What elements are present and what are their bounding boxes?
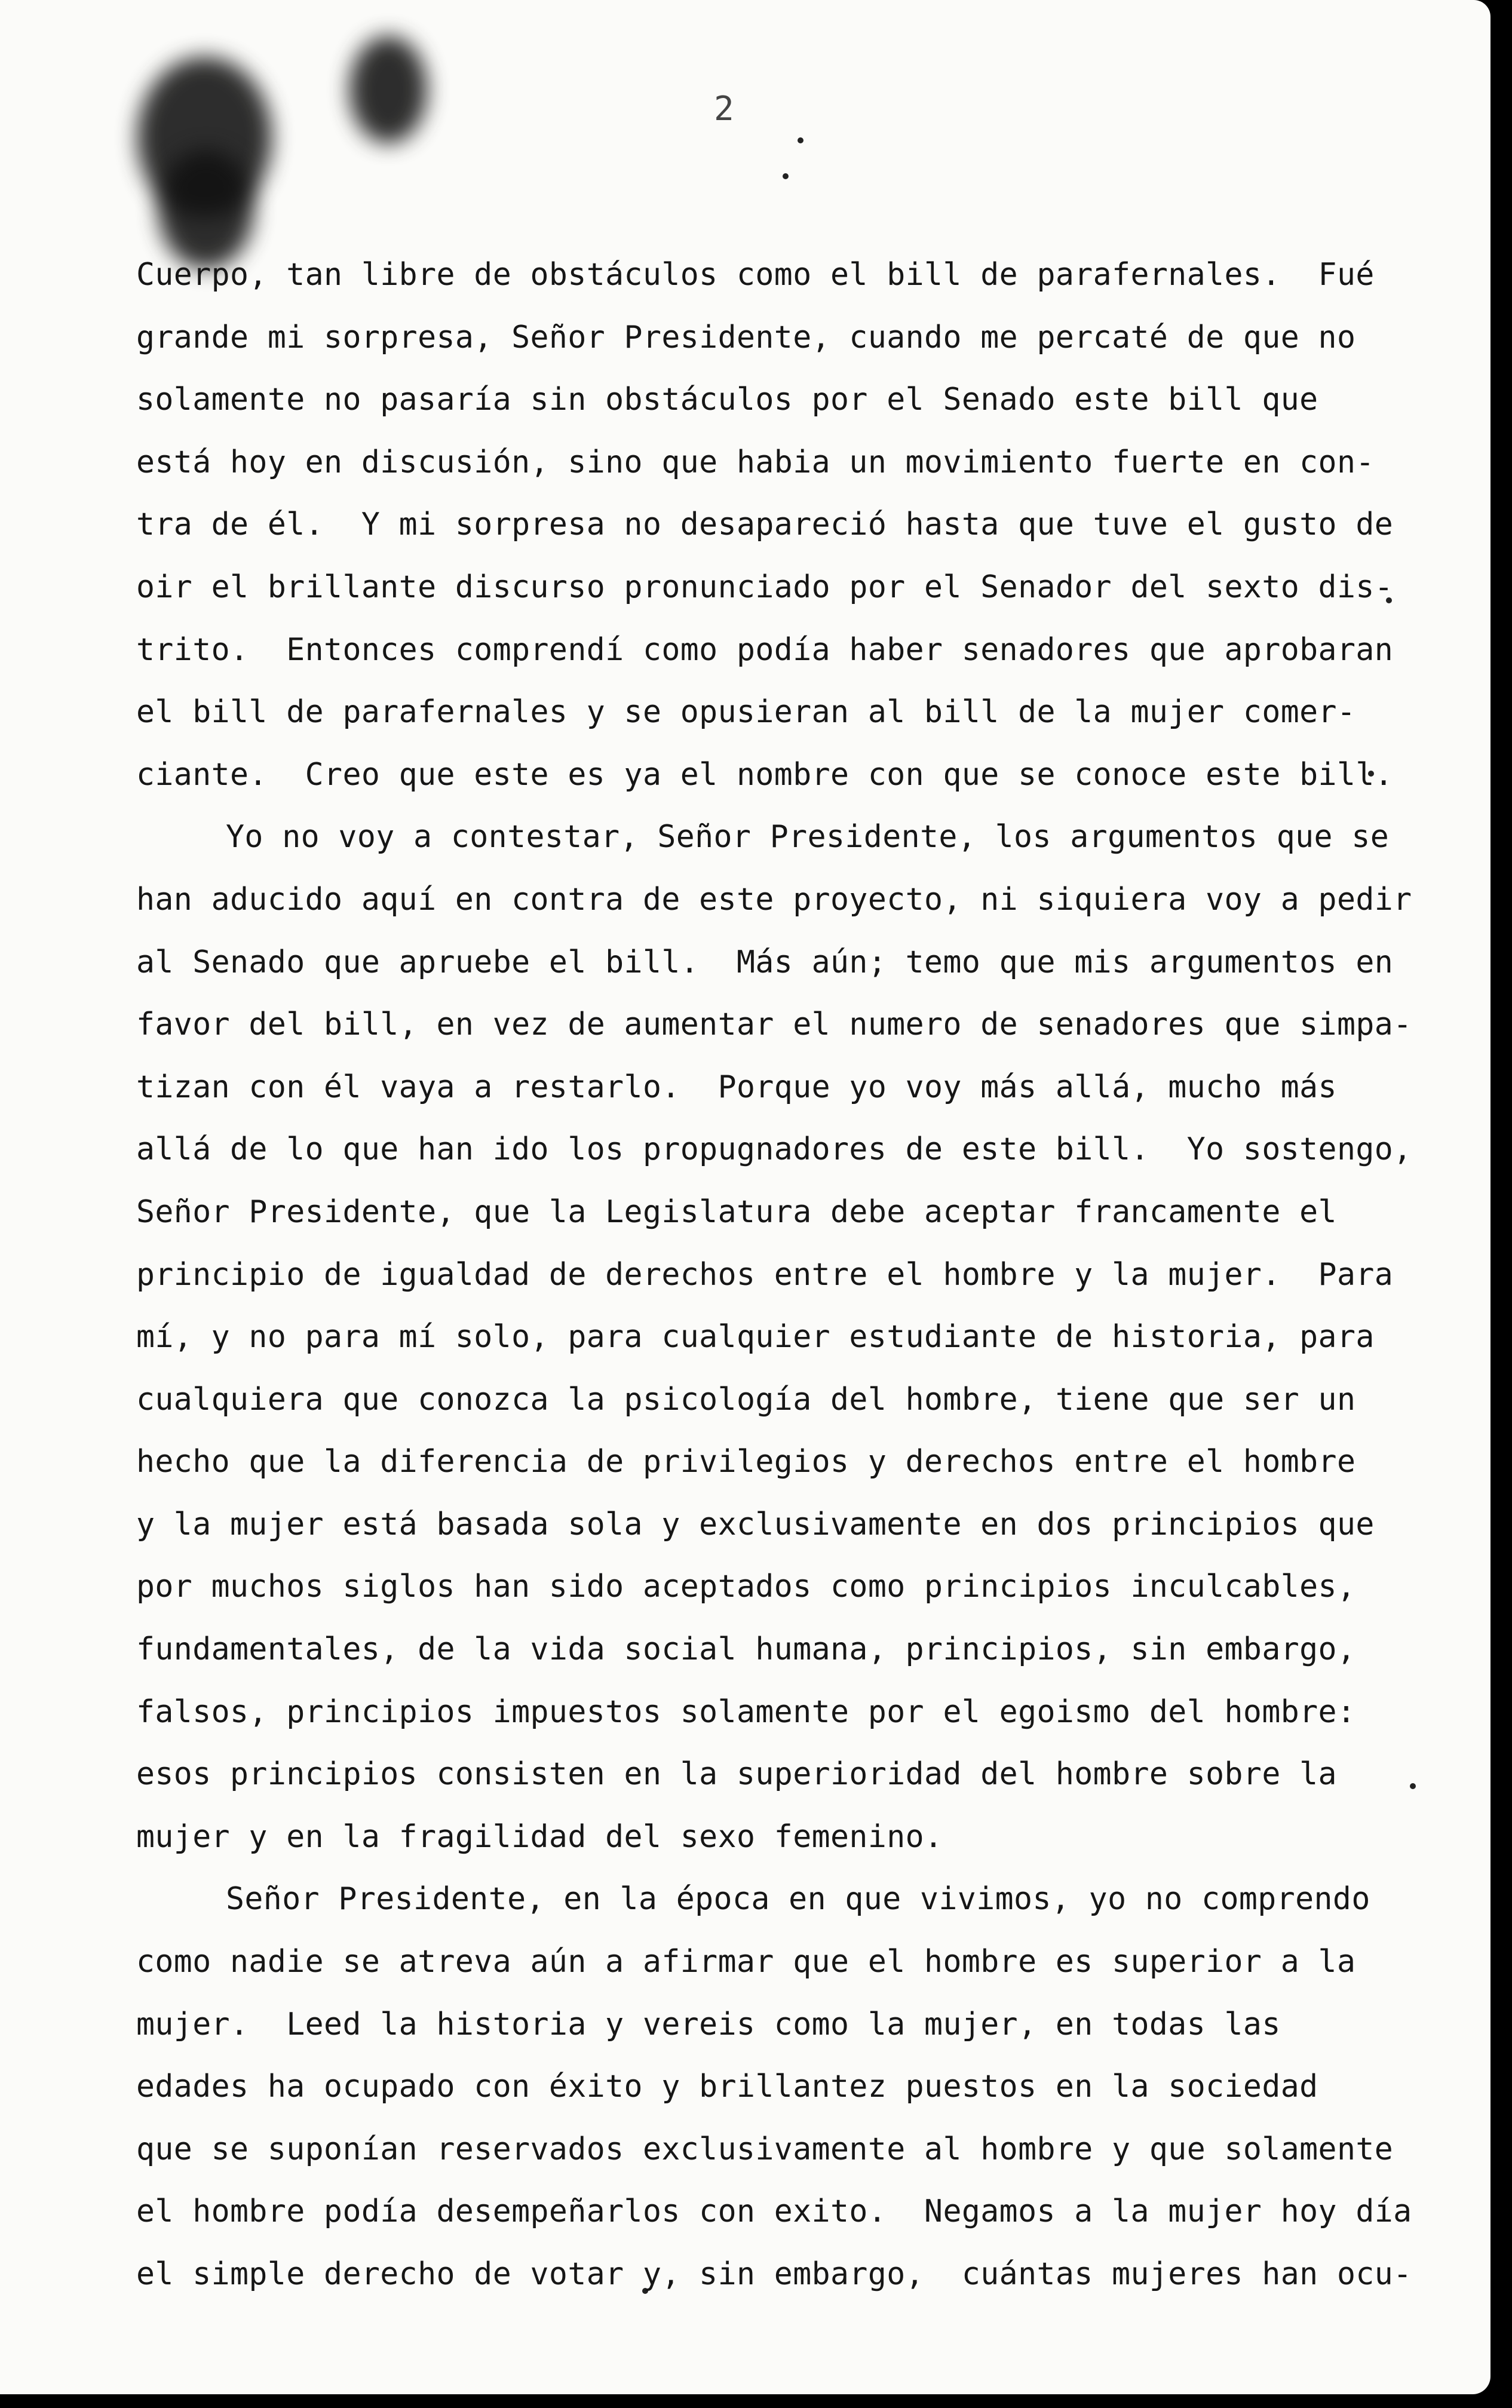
text-line: solamente no pasaría sin obstáculos por el Senado este bill que <box>136 382 1318 418</box>
text-line: al Senado que apruebe el bill. Más aún; temo que mis argumentos en <box>136 944 1394 980</box>
text-line: está hoy en discusión, sino que habia un movimiento fuerte en con- <box>136 444 1375 480</box>
ink-spot <box>798 137 803 143</box>
text-line: han aducido aquí en contra de este proyecto, ni siquiera voy a pedir <box>136 881 1412 918</box>
text-line: edades ha ocupado con éxito y brillantez puestos en la sociedad <box>136 2069 1318 2105</box>
text-line: Señor Presidente, que la Legislatura debe aceptar francamente el <box>136 1194 1337 1230</box>
text-line: favor del bill, en vez de aumentar el numero de senadores que simpa- <box>136 1007 1412 1043</box>
ink-spot <box>783 173 789 179</box>
text-line: mí, y no para mí solo, para cualquier estudiante de historia, para <box>136 1319 1375 1355</box>
page-number-mark: 2 <box>714 90 734 128</box>
text-line: el hombre podía desempeñarlos con exito. Negamos a la mujer hoy día <box>136 2194 1412 2230</box>
text-line: Cuerpo, tan libre de obstáculos como el bill de parafernales. Fué <box>136 257 1375 293</box>
ink-smudge-right <box>349 36 427 143</box>
text-line: falsos, principios impuestos solamente por el egoismo del hombre: <box>136 1694 1356 1730</box>
text-line: cualquiera que conozca la psicología del hombre, tiene que ser un <box>136 1381 1356 1418</box>
text-line: Yo no voy a contestar, Señor Presidente, los argumentos que se <box>226 819 1390 855</box>
text-line: oir el brillante discurso pronunciado por el Senador del sexto dis- <box>136 569 1394 605</box>
text-line: grande mi sorpresa, Señor Presidente, cuando me percaté de que no <box>136 319 1356 355</box>
text-line: fundamentales, de la vida social humana, principios, sin embargo, <box>136 1631 1356 1668</box>
text-line: Señor Presidente, en la época en que vivimos, yo no comprendo <box>226 1881 1370 1918</box>
text-line: esos principios consisten en la superioridad del hombre sobre la <box>136 1756 1337 1793</box>
text-line: el simple derecho de votar y, sin embargo, cuántas mujeres han ocu- <box>136 2256 1412 2292</box>
text-line: el bill de parafernales y se opusieran al bill de la mujer comer- <box>136 694 1356 731</box>
text-line: tizan con él vaya a restarlo. Porque yo voy más allá, mucho más <box>136 1069 1337 1105</box>
text-line: y la mujer está basada sola y exclusivamente en dos principios que <box>136 1506 1375 1542</box>
document-body <box>136 244 1468 2306</box>
text-line: allá de lo que han ido los propugnadores de este bill. Yo sostengo, <box>136 1131 1412 1168</box>
text-line: tra de él. Y mi sorpresa no desapareció hasta que tuve el gusto de <box>136 507 1394 543</box>
text-line: trito. Entonces comprendí como podía haber senadores que aprobaran <box>136 631 1394 668</box>
text-line: que se suponían reservados exclusivamente al hombre y que solamente <box>136 2131 1394 2167</box>
text-line: mujer. Leed la historia y vereis como la mujer, en todas las <box>136 2006 1281 2042</box>
text-line: como nadie se atreva aún a afirmar que el hombre es superior a la <box>136 1944 1356 1980</box>
text-line: hecho que la diferencia de privilegios y derechos entre el hombre <box>136 1444 1356 1480</box>
text-line: mujer y en la fragilidad del sexo femenino. <box>136 1818 943 1855</box>
text-line: ciante. Creo que este es ya el nombre con que se conoce este bill. <box>136 756 1394 793</box>
text-line: por muchos siglos han sido aceptados como principios inculcables, <box>136 1569 1356 1605</box>
text-line: principio de igualdad de derechos entre el hombre y la mujer. Para <box>136 1256 1394 1293</box>
